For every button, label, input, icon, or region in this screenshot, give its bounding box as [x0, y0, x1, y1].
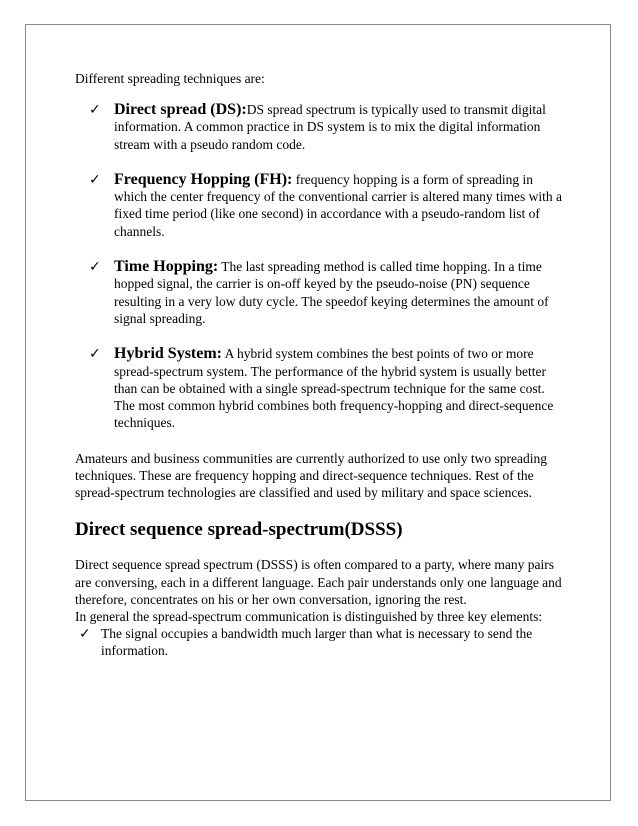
checkmark-icon: ✓: [79, 626, 91, 643]
element-text: The signal occupies a bandwidth much larger than what is necessary to send the information.: [101, 626, 533, 659]
checkmark-icon: ✓: [89, 102, 101, 118]
technique-term: Hybrid System:: [114, 345, 222, 363]
intro-text: Different spreading techniques are:: [75, 71, 265, 86]
section-heading: Direct sequence spread-spectrum(DSSS): [75, 519, 403, 541]
technique-term: Frequency Hopping (FH):: [114, 170, 293, 188]
paragraph-key-elements: In general the spread-spectrum communication is distinguished by three key elements:: [75, 608, 543, 624]
checkmark-icon: ✓: [89, 346, 101, 363]
technique-description: DS spread spectrum is typically used to transmit digital information. A common practice in DS system is to mix the digital information stream with a pseudo random code.: [114, 102, 546, 152]
checkmark-icon: ✓: [89, 171, 101, 188]
list-item: [75, 171, 565, 240]
key-elements-list: [75, 625, 565, 659]
technique-description: frequency hopping is a form of spreading in which the center frequency of the conventional carrier is altered many times with a fixed time period (like one second) in accordance with a pseudo-random list of channels.: [114, 171, 562, 239]
list-item: [75, 625, 565, 659]
checkmark-icon: ✓: [89, 259, 101, 276]
techniques-list: [75, 101, 565, 432]
paragraph-dsss-analogy: Direct sequence spread spectrum (DSSS) is often compared to a party, where many pairs are conversing, each in a different language. Each pair understands only one language and therefore, concentrates on his or her own conversation, ignoring the rest.: [75, 557, 562, 607]
technique-description: A hybrid system combines the best points of two or more spread-spectrum system. The performance of the hybrid system is usually better than can be obtained with a single spread-spectrum technique for the same cost. The most common hybrid combines both frequency-hopping and direct-sequence techniques.: [114, 346, 554, 431]
paragraph-authorized-techniques: Amateurs and business communities are currently authorized to use only two spreading techniques. These are frequency hopping and direct-sequence techniques. Rest of the spread-spectrum technologies are classified and used by military and space sciences.: [75, 450, 548, 501]
technique-description: The last spreading method is called time hopping. In a time hopped signal, the carrier is on-off keyed by the pseudo-noise (PN) sequence resulting in a very low duty cycle. The speedof keying determines the amount of signal spreading.: [114, 259, 549, 326]
list-item: [75, 345, 565, 431]
list-item: [75, 101, 565, 153]
technique-term: Direct spread (DS):: [114, 101, 247, 118]
technique-term: Time Hopping:: [114, 258, 219, 276]
list-item: [75, 258, 565, 327]
document-body: [75, 70, 565, 660]
